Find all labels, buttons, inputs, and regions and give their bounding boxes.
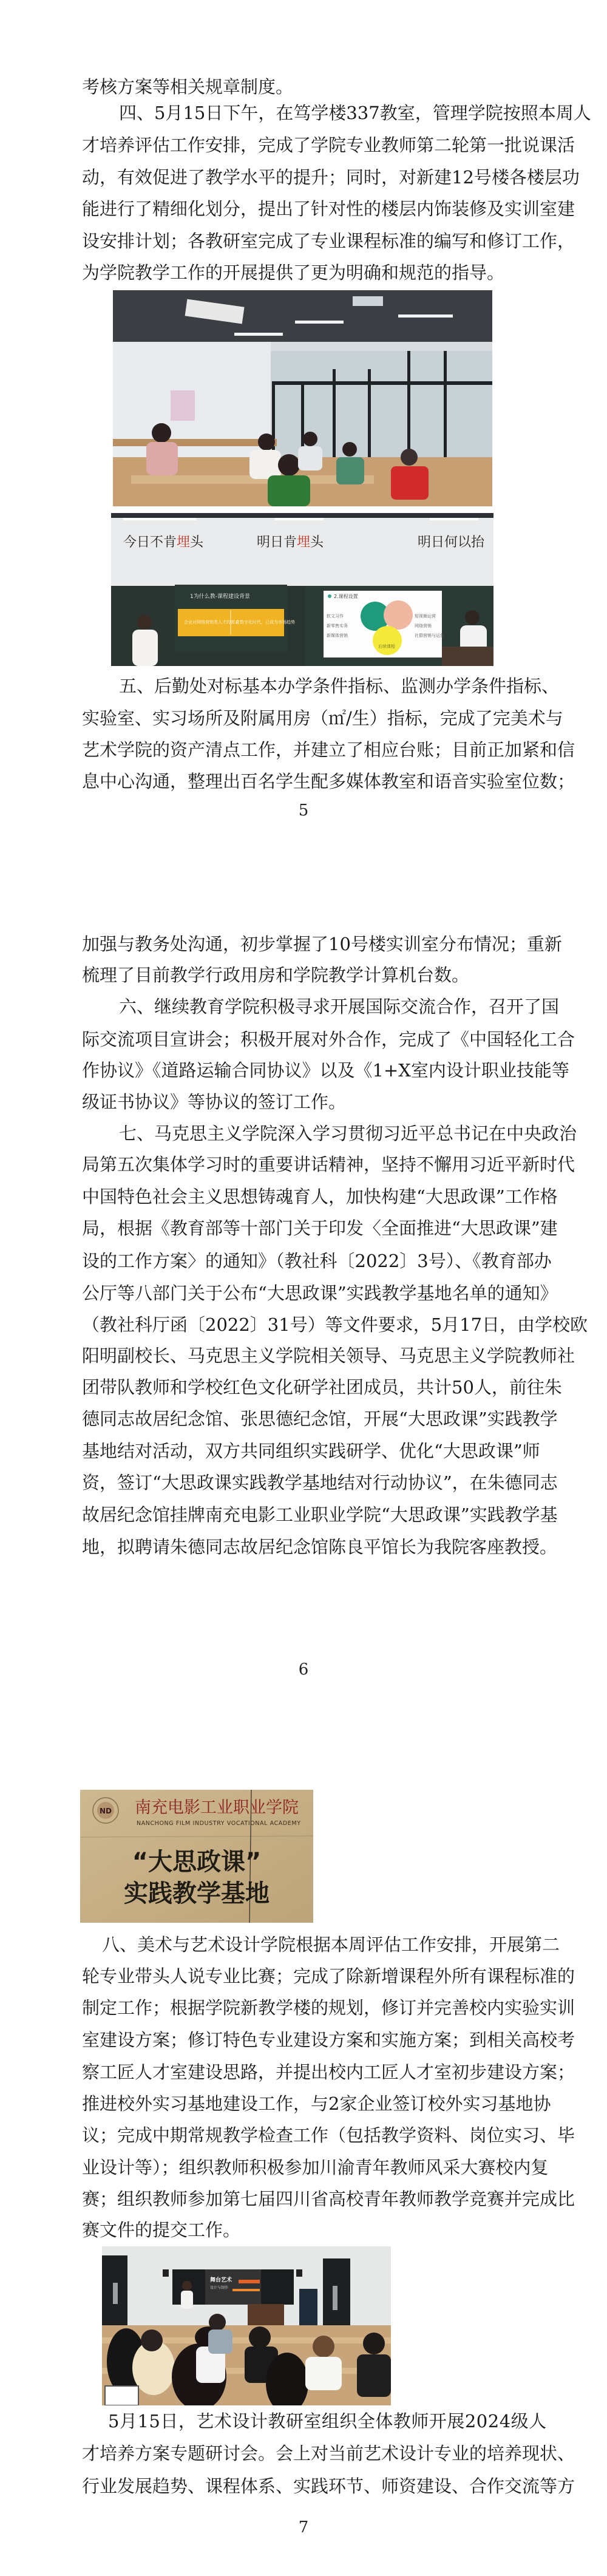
paragraph-line: 八、美术与艺术设计学院根据本周评估工作安排，开展第二: [102, 1934, 560, 1955]
paragraph-line: 资，签订“大思政课实践教学基地结对行动协议”，在朱德同志: [82, 1472, 558, 1493]
paragraph-line: 设的工作方案〉的通知》（教社科〔2022〕3号）、《教育部办: [82, 1251, 552, 1271]
paragraph-line: 议；完成中期常规教学检查工作（包括教学资料、岗位实习、毕: [82, 2125, 575, 2146]
paragraph-line: 室建设方案；修订特色专业建设方案和实施方案；到相关高校考: [82, 2030, 575, 2050]
paragraph-line: 梳理了目前教学行政用房和学院教学计算机台数。: [82, 965, 470, 985]
paragraph-line: 设安排计划；各教研室完成了专业课程标准的编写和修订工作，: [82, 231, 575, 251]
paragraph-line: 动，有效促进了教学水平的提升；同时，对新建12号楼各楼层功: [82, 167, 580, 188]
plaque-school-name-en: NANCHONG FILM INDUSTRY VOCATIONAL ACADEMY: [137, 1820, 300, 1827]
svg-text:社群营销与运营: 社群营销与运营: [415, 633, 444, 638]
paragraph-line: 际交流项目宣讲会；积极开展对外合作，完成了《中国轻化工合: [82, 1029, 575, 1050]
paragraph-line: 为学院教学工作的开展提供了更为明确和规范的指导。: [82, 262, 505, 283]
paragraph-line: 公厅等八部门关于公布“大思政课”实践教学基地名单的通知》: [82, 1283, 558, 1303]
paragraph-line: 中国特色社会主义思想铸魂育人，加快构建“大思政课”工作格: [82, 1186, 558, 1207]
slide-title: 舞台艺术: [210, 2277, 232, 2283]
svg-text:今日不肯埋头: 今日不肯埋头: [123, 535, 204, 550]
paragraph-line: 局第五次集体学习时的重要讲话精神，坚持不懈用习近平新时代: [82, 1154, 575, 1175]
paragraph-line: （教社科厅函〔2022〕31号）等文件要求，5月17日，由学校欧: [82, 1314, 588, 1335]
svg-text:软文习作: 软文习作: [327, 614, 344, 619]
paragraph-line: 5月15日，艺术设计教研室组织全体教师开展2024级人: [108, 2411, 547, 2432]
paragraph-line-text: 五、后勤处对标基本办学条件指标、监测办学条件指标、: [119, 676, 560, 696]
svg-text:短视频运营: 短视频运营: [415, 614, 436, 619]
paragraph-line: 基地结对活动，双方共同组织实践研学、优化“大思政课”师: [82, 1441, 540, 1461]
paragraph-line: 察工匠人才室建设思路，并提出校内工匠人才室初步建设方案；: [82, 2062, 575, 2082]
svg-text:新零售实务: 新零售实务: [327, 624, 348, 628]
svg-text:明日肯埋头: 明日肯埋头: [257, 535, 324, 550]
plaque-school-name: 南充电影工业职业学院: [135, 1798, 299, 1817]
svg-text:1为什么教-课程建设背景: 1为什么教-课程建设背景: [190, 594, 250, 600]
paragraph-line: 赛；组织教师参加第七届四川省高校青年教师教学竞赛并完成比: [82, 2189, 575, 2209]
paragraph-line: 四、5月15日下午，在笃学楼337教室，管理学院按照本周人: [119, 103, 591, 123]
lecture-presentation-photo: [111, 513, 493, 666]
paragraph-line: 六、继续教育学院积极寻求开展国际交流合作，召开了国: [119, 996, 560, 1017]
slide-subtitle: 设计与制作: [210, 2286, 229, 2290]
paragraph-line: 艺术学院的资产清点工作，并建立了相应台账；目前正加紧和信: [82, 739, 575, 760]
school-logo: ND: [99, 1807, 112, 1815]
paragraph-line: 能进行了精细化划分，提出了针对性的楼层内饰装修及实训室建: [82, 199, 575, 219]
paragraph-line: 才培养评估工作安排，完成了学院专业教师第二轮第一批说课活: [82, 135, 575, 155]
svg-text:企业对网络营销类人才的需求: 企业对网络营销类人才的需求: [184, 620, 239, 625]
paragraph-line: 推进校外实习基地建设工作，与2家企业签订校外实习基地协: [82, 2093, 551, 2114]
svg-text:2.课程设置: 2.课程设置: [334, 594, 358, 599]
paragraph-line: 赛文件的提交工作。: [82, 2220, 241, 2240]
paragraph-line: 实验室、实习场所及附属用房（㎡/生）指标，完成了完美术与: [82, 708, 563, 729]
paragraph-line: 作协议》《道路运输合同协议》以及《1+X室内设计职业技能等: [82, 1060, 569, 1081]
paragraph-line: 阳明副校长、马克思主义学院相关领导、马克思主义学院教师社: [82, 1345, 575, 1366]
plaque-title-line2: 实践教学基地: [124, 1880, 270, 1908]
page-number: 5: [298, 801, 309, 820]
svg-text:新媒体营销: 新媒体营销: [327, 633, 348, 638]
paragraph-line: 行业发展趋势、课程体系、实践环节、师资建设、合作交流等方: [82, 2476, 575, 2496]
paragraph-line: [82, 674, 560, 698]
paragraph-line: 级证书协议》等协议的签订工作。: [82, 1092, 347, 1112]
paragraph-line: 业设计等）；组织教师积极参加川渝青年教师风采大赛校内复: [82, 2157, 549, 2178]
paragraph-line: 息中心沟通，整理出百名学生配多媒体教室和语音实验室位数；: [82, 771, 575, 792]
paragraph-line: 轮专业带头人说专业比赛；完成了除新增课程外所有课程标准的: [82, 1966, 575, 1986]
seminar-photo: [102, 2246, 391, 2405]
paragraph-line: 地，拟聘请朱德同志故居纪念馆陈良平馆长为我院客座教授。: [82, 1537, 558, 1557]
svg-text:网络营销: 网络营销: [415, 624, 432, 628]
svg-text:在数字化时代，已成为市场趋势: 在数字化时代，已成为市场趋势: [236, 620, 295, 625]
svg-text:后续课程: 后续课程: [378, 644, 395, 649]
paragraph-line: 加强与教务处沟通，初步掌握了10号楼实训室分布情况；重新: [82, 934, 562, 954]
svg-text:明日何以抬: 明日何以抬: [418, 535, 485, 550]
paragraph-line: 故居纪念馆挂牌南充电影工业职业学院“大思政课”实践教学基: [82, 1504, 558, 1525]
paragraph-line: 才培养方案专题研讨会。会上对当前艺术设计专业的培养现状、: [82, 2443, 575, 2464]
paragraph-line: 七、马克思主义学院深入学习贯彻习近平总书记在中央政治: [119, 1123, 577, 1144]
practice-base-plaque-photo: [80, 1790, 313, 1923]
paragraph-line: 德同志故居纪念馆、张思德纪念馆，开展“大思政课”实践教学: [82, 1409, 558, 1429]
paragraph-line: 团带队教师和学校红色文化研学社团成员，共计50人，前往朱: [82, 1377, 562, 1398]
paragraph-line: 制定工作；根据学院新教学楼的规划，修订并完善校内实验实训: [82, 1997, 575, 2018]
page-number: 7: [298, 2518, 309, 2537]
page-number: 6: [298, 1660, 309, 1679]
classroom-meeting-photo: [113, 290, 492, 506]
plaque-title-line1: “大思政课”: [132, 1848, 262, 1876]
paragraph-line: 局，根据《教育部等十部门关于印发〈全面推进“大思政课”建: [82, 1218, 558, 1239]
paragraph-line: 考核方案等相关规章制度。: [82, 76, 294, 97]
